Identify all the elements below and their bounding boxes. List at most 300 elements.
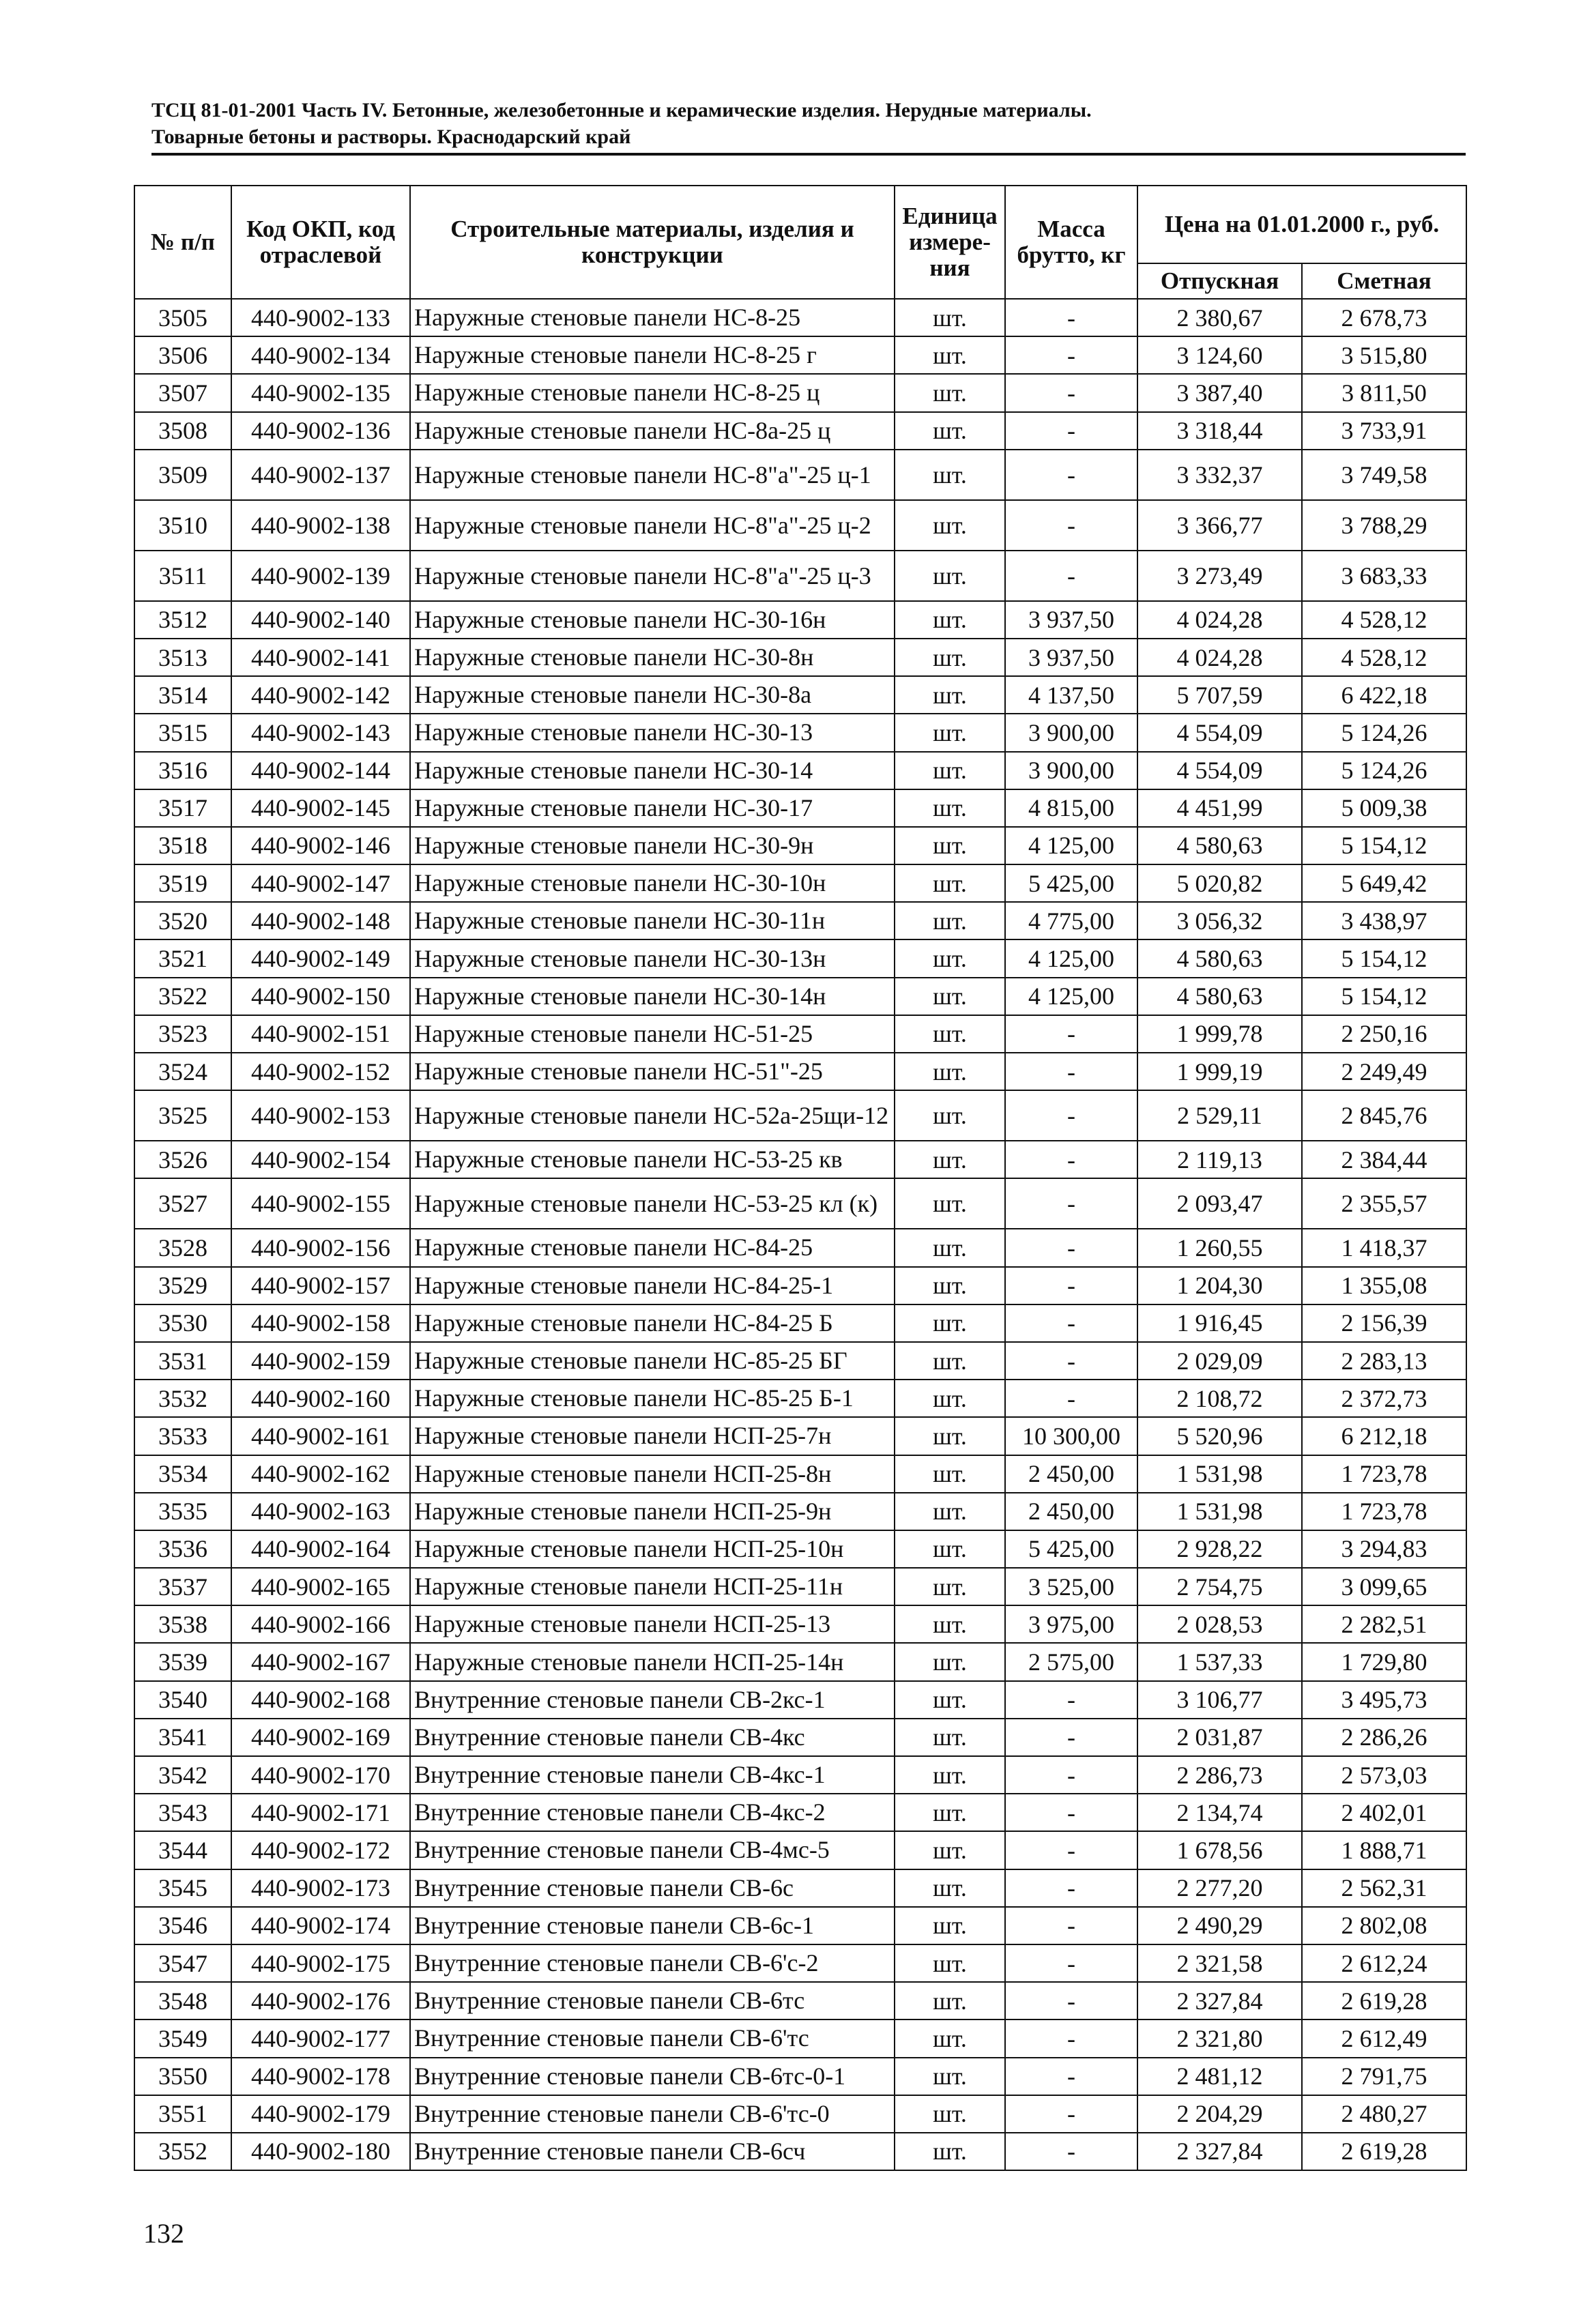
table-row (134, 1681, 1466, 1719)
price-estimate: 2 573,03 (1302, 1756, 1466, 1794)
price-release: 1 531,98 (1137, 1493, 1302, 1530)
table-row (134, 1304, 1466, 1342)
price-estimate: 2 791,75 (1302, 2058, 1466, 2095)
material-description: Внутренние стеновые панели СВ-6с-1 (410, 1907, 895, 1944)
price-release: 1 916,45 (1137, 1304, 1302, 1342)
row-number: 3530 (134, 1304, 231, 1342)
unit: шт. (895, 1380, 1005, 1417)
row-number: 3517 (134, 789, 231, 827)
table-row (134, 2019, 1466, 2057)
price-release: 1 999,19 (1137, 1053, 1302, 1090)
unit: шт. (895, 714, 1005, 751)
price-release: 4 580,63 (1137, 827, 1302, 864)
row-number: 3516 (134, 752, 231, 789)
price-release: 2 529,11 (1137, 1090, 1302, 1141)
row-number: 3510 (134, 500, 231, 551)
okp-code: 440-9002-139 (231, 551, 410, 601)
gross-mass: - (1005, 1756, 1137, 1794)
price-release: 2 286,73 (1137, 1756, 1302, 1794)
row-number: 3541 (134, 1719, 231, 1756)
row-number: 3536 (134, 1530, 231, 1568)
okp-code: 440-9002-135 (231, 374, 410, 411)
table-row (134, 299, 1466, 336)
price-estimate: 2 250,16 (1302, 1015, 1466, 1053)
price-estimate: 2 282,51 (1302, 1605, 1466, 1643)
okp-code: 440-9002-169 (231, 1719, 410, 1756)
material-description: Наружные стеновые панели НС-53-25 кв (410, 1141, 895, 1178)
price-estimate: 1 729,80 (1302, 1643, 1466, 1680)
header-rule (151, 153, 1466, 156)
okp-code: 440-9002-177 (231, 2019, 410, 2057)
price-release: 5 707,59 (1137, 676, 1302, 714)
table-row (134, 864, 1466, 902)
table-row (134, 714, 1466, 751)
table-row (134, 1455, 1466, 1493)
unit: шт. (895, 1907, 1005, 1944)
row-number: 3512 (134, 601, 231, 639)
unit: шт. (895, 2133, 1005, 2170)
row-number: 3526 (134, 1141, 231, 1178)
material-description: Наружные стеновые панели НСП-25-13 (410, 1605, 895, 1643)
material-description: Внутренние стеновые панели СВ-4кс-2 (410, 1794, 895, 1831)
unit: шт. (895, 374, 1005, 411)
unit: шт. (895, 752, 1005, 789)
row-number: 3523 (134, 1015, 231, 1053)
row-number: 3505 (134, 299, 231, 336)
price-release: 4 580,63 (1137, 939, 1302, 977)
gross-mass: 2 450,00 (1005, 1455, 1137, 1493)
gross-mass: 2 450,00 (1005, 1493, 1137, 1530)
unit: шт. (895, 827, 1005, 864)
price-estimate: 6 422,18 (1302, 676, 1466, 714)
unit: шт. (895, 1417, 1005, 1455)
table-row (134, 978, 1466, 1015)
col-header-price-estimate: Сметная (1302, 263, 1466, 299)
row-number: 3535 (134, 1493, 231, 1530)
table-row (134, 676, 1466, 714)
material-description: Наружные стеновые панели НС-51-25 (410, 1015, 895, 1053)
table-row (134, 2058, 1466, 2095)
col-header-desc: Строительные материалы, изделия и конструкции (410, 186, 895, 299)
price-estimate: 1 723,78 (1302, 1493, 1466, 1530)
row-number: 3528 (134, 1229, 231, 1266)
unit: шт. (895, 864, 1005, 902)
gross-mass: 5 425,00 (1005, 1530, 1137, 1568)
material-description: Наружные стеновые панели НС-8"а"-25 ц-3 (410, 551, 895, 601)
row-number: 3545 (134, 1869, 231, 1907)
row-number: 3547 (134, 1944, 231, 1982)
row-number: 3537 (134, 1568, 231, 1605)
unit: шт. (895, 789, 1005, 827)
price-release: 2 327,84 (1137, 1982, 1302, 2019)
okp-code: 440-9002-162 (231, 1455, 410, 1493)
material-description: Наружные стеновые панели НС-8"а"-25 ц-1 (410, 450, 895, 500)
gross-mass: - (1005, 1342, 1137, 1380)
gross-mass: - (1005, 1267, 1137, 1304)
table-row (134, 939, 1466, 977)
row-number: 3539 (134, 1643, 231, 1680)
price-estimate: 3 294,83 (1302, 1530, 1466, 1568)
okp-code: 440-9002-166 (231, 1605, 410, 1643)
price-estimate: 2 156,39 (1302, 1304, 1466, 1342)
okp-code: 440-9002-172 (231, 1831, 410, 1869)
gross-mass: - (1005, 336, 1137, 374)
gross-mass: 3 900,00 (1005, 752, 1137, 789)
row-number: 3529 (134, 1267, 231, 1304)
price-estimate: 2 612,49 (1302, 2019, 1466, 2057)
unit: шт. (895, 601, 1005, 639)
price-release: 3 273,49 (1137, 551, 1302, 601)
unit: шт. (895, 1719, 1005, 1756)
material-description: Наружные стеновые панели НС-53-25 кл (к) (410, 1178, 895, 1229)
price-estimate: 2 384,44 (1302, 1141, 1466, 1178)
unit: шт. (895, 1756, 1005, 1794)
okp-code: 440-9002-154 (231, 1141, 410, 1178)
unit: шт. (895, 500, 1005, 551)
table-row (134, 1342, 1466, 1380)
price-release: 4 554,09 (1137, 714, 1302, 751)
price-estimate: 5 124,26 (1302, 752, 1466, 789)
row-number: 3538 (134, 1605, 231, 1643)
price-release: 2 754,75 (1137, 1568, 1302, 1605)
row-number: 3548 (134, 1982, 231, 2019)
unit: шт. (895, 551, 1005, 601)
okp-code: 440-9002-158 (231, 1304, 410, 1342)
okp-code: 440-9002-136 (231, 412, 410, 450)
table-row (134, 1869, 1466, 1907)
row-number: 3521 (134, 939, 231, 977)
table-row (134, 789, 1466, 827)
price-estimate: 1 418,37 (1302, 1229, 1466, 1266)
row-number: 3527 (134, 1178, 231, 1229)
price-estimate: 2 372,73 (1302, 1380, 1466, 1417)
unit: шт. (895, 902, 1005, 939)
unit: шт. (895, 1455, 1005, 1493)
material-description: Наружные стеновые панели НСП-25-10н (410, 1530, 895, 1568)
okp-code: 440-9002-160 (231, 1380, 410, 1417)
material-description: Наружные стеновые панели НС-84-25 (410, 1229, 895, 1266)
okp-code: 440-9002-179 (231, 2095, 410, 2133)
okp-code: 440-9002-149 (231, 939, 410, 977)
unit: шт. (895, 1643, 1005, 1680)
row-number: 3520 (134, 902, 231, 939)
gross-mass: - (1005, 299, 1137, 336)
price-estimate: 2 619,28 (1302, 2133, 1466, 2170)
price-table (134, 185, 1467, 2171)
price-release: 2 327,84 (1137, 2133, 1302, 2170)
unit: шт. (895, 1944, 1005, 1982)
row-number: 3522 (134, 978, 231, 1015)
gross-mass: - (1005, 1090, 1137, 1141)
price-estimate: 3 811,50 (1302, 374, 1466, 411)
unit: шт. (895, 1141, 1005, 1178)
material-description: Наружные стеновые панели НС-51"-25 (410, 1053, 895, 1090)
table-row (134, 1141, 1466, 1178)
table-row (134, 1605, 1466, 1643)
material-description: Наружные стеновые панели НС-52а-25щи-12 (410, 1090, 895, 1141)
row-number: 3514 (134, 676, 231, 714)
price-release: 5 520,96 (1137, 1417, 1302, 1455)
price-release: 1 999,78 (1137, 1015, 1302, 1053)
price-release: 2 321,80 (1137, 2019, 1302, 2057)
unit: шт. (895, 1053, 1005, 1090)
price-estimate: 1 355,08 (1302, 1267, 1466, 1304)
col-header-unit: Единица измере-ния (895, 186, 1005, 299)
col-header-num: № п/п (134, 186, 231, 299)
okp-code: 440-9002-165 (231, 1568, 410, 1605)
row-number: 3540 (134, 1681, 231, 1719)
unit: шт. (895, 1568, 1005, 1605)
material-description: Внутренние стеновые панели СВ-4кс-1 (410, 1756, 895, 1794)
gross-mass: 10 300,00 (1005, 1417, 1137, 1455)
table-body (134, 299, 1466, 2170)
price-estimate: 3 683,33 (1302, 551, 1466, 601)
gross-mass: 3 937,50 (1005, 601, 1137, 639)
table-row (134, 1831, 1466, 1869)
price-estimate: 2 845,76 (1302, 1090, 1466, 1141)
table-row (134, 1719, 1466, 1756)
price-release: 3 124,60 (1137, 336, 1302, 374)
table-row (134, 601, 1466, 639)
table-row (134, 1568, 1466, 1605)
row-number: 3532 (134, 1380, 231, 1417)
col-header-code: Код ОКП, код отраслевой (231, 186, 410, 299)
gross-mass: - (1005, 2133, 1137, 2170)
row-number: 3533 (134, 1417, 231, 1455)
material-description: Наружные стеновые панели НС-8-25 ц (410, 374, 895, 411)
price-estimate: 6 212,18 (1302, 1417, 1466, 1455)
gross-mass: - (1005, 500, 1137, 551)
table-row (134, 551, 1466, 601)
price-estimate: 5 154,12 (1302, 827, 1466, 864)
gross-mass: - (1005, 1304, 1137, 1342)
table-row (134, 1530, 1466, 1568)
okp-code: 440-9002-142 (231, 676, 410, 714)
row-number: 3551 (134, 2095, 231, 2133)
table-row (134, 1944, 1466, 1982)
price-estimate: 2 402,01 (1302, 1794, 1466, 1831)
price-release: 2 481,12 (1137, 2058, 1302, 2095)
table-row (134, 2133, 1466, 2170)
gross-mass: - (1005, 1380, 1137, 1417)
price-estimate: 4 528,12 (1302, 601, 1466, 639)
gross-mass: 4 125,00 (1005, 978, 1137, 1015)
okp-code: 440-9002-143 (231, 714, 410, 751)
unit: шт. (895, 1605, 1005, 1643)
table-row (134, 639, 1466, 676)
gross-mass: - (1005, 1982, 1137, 2019)
page-number: 132 (143, 2218, 184, 2249)
gross-mass: - (1005, 1869, 1137, 1907)
material-description: Внутренние стеновые панели СВ-6'тс-0 (410, 2095, 895, 2133)
table-row (134, 1090, 1466, 1141)
okp-code: 440-9002-168 (231, 1681, 410, 1719)
price-estimate: 1 888,71 (1302, 1831, 1466, 1869)
material-description: Внутренние стеновые панели СВ-6тс (410, 1982, 895, 2019)
price-release: 1 260,55 (1137, 1229, 1302, 1266)
material-description: Наружные стеновые панели НС-30-13н (410, 939, 895, 977)
price-release: 3 056,32 (1137, 902, 1302, 939)
price-release: 1 531,98 (1137, 1455, 1302, 1493)
row-number: 3549 (134, 2019, 231, 2057)
okp-code: 440-9002-138 (231, 500, 410, 551)
unit: шт. (895, 1178, 1005, 1229)
table-row (134, 1907, 1466, 1944)
material-description: Наружные стеновые панели НС-30-8а (410, 676, 895, 714)
material-description: Наружные стеновые панели НС-30-16н (410, 601, 895, 639)
material-description: Наружные стеновые панели НС-30-10н (410, 864, 895, 902)
unit: шт. (895, 639, 1005, 676)
okp-code: 440-9002-180 (231, 2133, 410, 2170)
unit: шт. (895, 1869, 1005, 1907)
row-number: 3511 (134, 551, 231, 601)
price-estimate: 5 154,12 (1302, 978, 1466, 1015)
material-description: Наружные стеновые панели НСП-25-8н (410, 1455, 895, 1493)
header-line-2: Товарные бетоны и растворы. Краснодарский край (151, 126, 631, 148)
unit: шт. (895, 1530, 1005, 1568)
okp-code: 440-9002-146 (231, 827, 410, 864)
price-estimate: 3 749,58 (1302, 450, 1466, 500)
table-row (134, 1229, 1466, 1266)
okp-code: 440-9002-141 (231, 639, 410, 676)
okp-code: 440-9002-161 (231, 1417, 410, 1455)
row-number: 3550 (134, 2058, 231, 2095)
unit: шт. (895, 1493, 1005, 1530)
unit: шт. (895, 1681, 1005, 1719)
material-description: Наружные стеновые панели НС-85-25 БГ (410, 1342, 895, 1380)
price-release: 5 020,82 (1137, 864, 1302, 902)
gross-mass: - (1005, 1178, 1137, 1229)
table-row (134, 1053, 1466, 1090)
price-estimate: 4 528,12 (1302, 639, 1466, 676)
price-release: 1 204,30 (1137, 1267, 1302, 1304)
gross-mass: 4 125,00 (1005, 939, 1137, 977)
table-row (134, 500, 1466, 551)
price-estimate: 5 009,38 (1302, 789, 1466, 827)
table-row (134, 1493, 1466, 1530)
header-line-1: ТСЦ 81-01-2001 Часть IV. Бетонные, железобетонные и керамические изделия. Нерудные материалы. (151, 99, 1092, 121)
running-header (151, 97, 1466, 150)
material-description: Наружные стеновые панели НСП-25-9н (410, 1493, 895, 1530)
material-description: Наружные стеновые панели НС-30-17 (410, 789, 895, 827)
okp-code: 440-9002-175 (231, 1944, 410, 1982)
price-release: 2 204,29 (1137, 2095, 1302, 2133)
row-number: 3525 (134, 1090, 231, 1141)
price-estimate: 2 802,08 (1302, 1907, 1466, 1944)
price-release: 3 387,40 (1137, 374, 1302, 411)
row-number: 3518 (134, 827, 231, 864)
price-release: 2 029,09 (1137, 1342, 1302, 1380)
price-release: 4 024,28 (1137, 639, 1302, 676)
okp-code: 440-9002-171 (231, 1794, 410, 1831)
row-number: 3508 (134, 412, 231, 450)
price-release: 2 490,29 (1137, 1907, 1302, 1944)
price-release: 2 321,58 (1137, 1944, 1302, 1982)
price-estimate: 2 619,28 (1302, 1982, 1466, 2019)
price-estimate: 1 723,78 (1302, 1455, 1466, 1493)
price-release: 2 108,72 (1137, 1380, 1302, 1417)
material-description: Внутренние стеновые панели СВ-4кс (410, 1719, 895, 1756)
price-estimate: 5 154,12 (1302, 939, 1466, 977)
row-number: 3524 (134, 1053, 231, 1090)
unit: шт. (895, 1342, 1005, 1380)
table-row (134, 450, 1466, 500)
price-estimate: 5 124,26 (1302, 714, 1466, 751)
material-description: Внутренние стеновые панели СВ-6с (410, 1869, 895, 1907)
price-release: 2 031,87 (1137, 1719, 1302, 1756)
col-header-mass: Масса брутто, кг (1005, 186, 1137, 299)
price-estimate: 2 612,24 (1302, 1944, 1466, 1982)
unit: шт. (895, 978, 1005, 1015)
gross-mass: - (1005, 2058, 1137, 2095)
gross-mass: - (1005, 1944, 1137, 1982)
okp-code: 440-9002-163 (231, 1493, 410, 1530)
gross-mass: 4 125,00 (1005, 827, 1137, 864)
unit: шт. (895, 2058, 1005, 2095)
material-description: Внутренние стеновые панели СВ-6тс-0-1 (410, 2058, 895, 2095)
gross-mass: 3 900,00 (1005, 714, 1137, 751)
unit: шт. (895, 939, 1005, 977)
gross-mass: 3 937,50 (1005, 639, 1137, 676)
unit: шт. (895, 2019, 1005, 2057)
table-row (134, 2095, 1466, 2133)
gross-mass: - (1005, 450, 1137, 500)
row-number: 3513 (134, 639, 231, 676)
material-description: Наружные стеновые панели НСП-25-14н (410, 1643, 895, 1680)
okp-code: 440-9002-174 (231, 1907, 410, 1944)
gross-mass: - (1005, 2019, 1137, 2057)
price-estimate: 2 480,27 (1302, 2095, 1466, 2133)
table-row (134, 412, 1466, 450)
unit: шт. (895, 1304, 1005, 1342)
okp-code: 440-9002-153 (231, 1090, 410, 1141)
price-release: 1 678,56 (1137, 1831, 1302, 1869)
gross-mass: 2 575,00 (1005, 1643, 1137, 1680)
okp-code: 440-9002-167 (231, 1643, 410, 1680)
gross-mass: 4 775,00 (1005, 902, 1137, 939)
table-row (134, 1643, 1466, 1680)
okp-code: 440-9002-148 (231, 902, 410, 939)
table-row (134, 1380, 1466, 1417)
okp-code: 440-9002-133 (231, 299, 410, 336)
price-estimate: 2 355,57 (1302, 1178, 1466, 1229)
price-release: 4 451,99 (1137, 789, 1302, 827)
table-row (134, 1267, 1466, 1304)
price-estimate: 3 438,97 (1302, 902, 1466, 939)
gross-mass: - (1005, 1831, 1137, 1869)
row-number: 3507 (134, 374, 231, 411)
table-row (134, 374, 1466, 411)
table-row (134, 1756, 1466, 1794)
table-row (134, 1417, 1466, 1455)
price-release: 3 366,77 (1137, 500, 1302, 551)
unit: шт. (895, 676, 1005, 714)
material-description: Наружные стеновые панели НСП-25-7н (410, 1417, 895, 1455)
price-estimate: 3 788,29 (1302, 500, 1466, 551)
material-description: Наружные стеновые панели НС-8а-25 ц (410, 412, 895, 450)
price-estimate: 2 678,73 (1302, 299, 1466, 336)
okp-code: 440-9002-176 (231, 1982, 410, 2019)
price-release: 2 134,74 (1137, 1794, 1302, 1831)
okp-code: 440-9002-155 (231, 1178, 410, 1229)
row-number: 3531 (134, 1342, 231, 1380)
okp-code: 440-9002-170 (231, 1756, 410, 1794)
table-row (134, 1015, 1466, 1053)
row-number: 3546 (134, 1907, 231, 1944)
material-description: Внутренние стеновые панели СВ-6'тс (410, 2019, 895, 2057)
table-row (134, 1982, 1466, 2019)
gross-mass: - (1005, 1907, 1137, 1944)
